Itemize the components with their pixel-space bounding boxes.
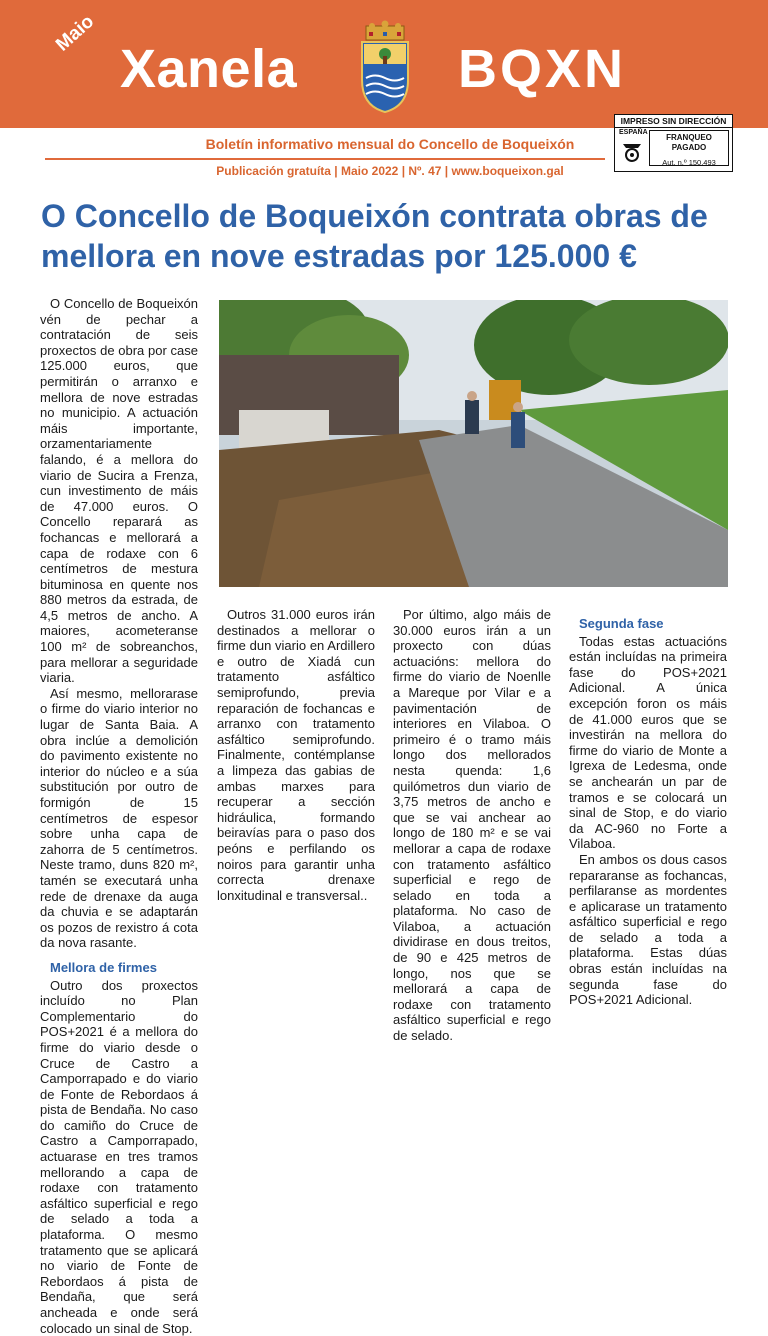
section1-paragraph-2: Outros 31.000 euros irán destinados a mellorar o firme dun viario en Ardillero e outro de Xiadá cun tratamento asfáltico semiprofundo, previa reparación de fochancas e arranxo con tratamento asfáltico semiprofundo. Finalmente, contémplanse a limpeza das gabias de ambas marxes para recuperar a sección hidráulica, formando beiravías para o paso dos peóns e perfilando os noiros para garantir unha correcta drenaxe lonxitudinal e transversal..	[217, 607, 375, 903]
intro-paragraph-1: O Concello de Boqueixón vén de pechar a contratación de seis proxectos de obra por case 125.000 euros, que permitirán o arranxo e mellora de nove estradas no municipio. A actuación máis importante, orzamentariamente falando, é a mellora do viario de Sucira a Frenza, cun investimento de máis de 47.000 euros. O Concello reparará as fochancas e mellorará a capa de rodaxe con 6 centímetros de mestura bituminosa en quente nos 880 metros da estrada, de 4,5 metros de ancho. A maiores, acometeranse 100 m² de sobreanchos, para mellorar a seguridade viaria.	[40, 296, 198, 686]
postage-line1: FRANQUEO	[666, 133, 712, 142]
newsletter-subtitle: Boletín informativo mensual do Concello de Boqueixón	[205, 136, 575, 152]
section1-paragraph-1: Outro dos proxectos incluído no Plan Complementario do POS+2021 é a mellora do firme do viario desde o Cruce de Castro a Camporrapado e do viario de Fonte de Rebordaos á pista de Bendaña. No caso do camiño do Cruce de Castro a Camporrapado, actuarase en tres tramos mellorando a capa de rodaxe con tratamento asfáltico superficial e rego de selado a toda a plataforma. O mesmo tratamento que se aplicará no viario de Fonte de Rebordaos á pista de Bendaña, que será ancheada e onde será colocado un sinal de Stop.	[40, 977, 198, 1336]
column-1	[40, 296, 198, 1336]
postage-authorization: Aut. n.º 150.493	[662, 158, 716, 167]
road-works-photo	[219, 300, 728, 587]
postage-country: ESPAÑA	[619, 129, 648, 136]
section-heading-segunda-fase: Segunda fase	[579, 616, 664, 631]
section2-paragraph-1: Todas estas actuacións están incluídas na primeira fase do POS+2021 Adicional. A única excepción foron os máis de 41.000 euros que se investirán na mellora do firme do viario de Monte a Igrexa de Ledesma, onde se anchearán un par de tramos e se colocará un sinal de Stop, e do viario da AC-960 no Forte a Vilaboa.	[569, 633, 727, 852]
column-2	[217, 607, 375, 903]
road-photo-image	[219, 300, 728, 587]
publication-info: Publicación gratuíta | Maio 2022 | Nº. 47 | www.boqueixon.gal	[216, 164, 564, 178]
post-horn-icon	[621, 140, 643, 164]
section-heading-firmes: Mellora de firmes	[50, 959, 157, 975]
postage-stamp	[614, 114, 733, 172]
municipal-crest-icon	[356, 20, 414, 114]
month-tag: Maio	[52, 11, 99, 56]
masthead-title-right: BQXN	[458, 39, 627, 99]
section1-paragraph-3: Por último, algo máis de 30.000 euros irán a un proxecto con dúas actuacións: mellora do firme do viario de Noenlle a Mareque por Vilar e a pavimentación de interiores en Vilaboa. O primeiro é o tramo máis longo dos mellorados nesta quenda: 1,6 quilómetros dun viario de 3,75 metros de ancho e que se vai anchear ao longo de 180 m² e se vai mellorar a capa de rodaxe con tratamento asfáltico superficial e rego de selado en toda a plataforma. No caso de Vilaboa, a actuación dividirase en dous treitos, de 90 e 425 metros de longo, nos que se mellorará a capa de rodaxe con tratamento asfáltico superficial e rego de selado.	[393, 607, 551, 1044]
intro-paragraph-2: Así mesmo, mellorarase o firme do viario interior no lugar de Santa Baia. A obra inclúe a demolición do pavimento existente no interior do núcleo e a súa substitución por outro de formigón de 15 centímetros de espesor sobre unha capa de zahorra de 5 centímetros. Neste tramo, duns 820 m², tamén se executará unha rede de drenaxe da auga da chuvia e se adaptarán os pozos de rexistro á cota da nova rasante.	[40, 685, 198, 951]
column-4	[569, 607, 727, 1008]
postage-top: IMPRESO SIN DIRECCIÓN	[615, 115, 732, 128]
masthead	[0, 0, 768, 128]
postage-line2: PAGADO	[671, 143, 707, 152]
article-headline: O Concello de Boqueixón contrata obras de mellora en nove estradas por 125.000 €	[41, 198, 708, 274]
masthead-title-left: Xanela	[120, 39, 298, 99]
header-divider	[45, 158, 605, 160]
section2-paragraph-2: En ambos os dous casos repararanse as fochancas, perfilaranse as mordentes e aplicarase un tratamento asfáltico superficial e rego de selado a toda a plataforma. Estas dúas obras están incluídas na segunda fase do POS+2021 Adicional.	[569, 851, 727, 1008]
column-3	[393, 607, 551, 1044]
